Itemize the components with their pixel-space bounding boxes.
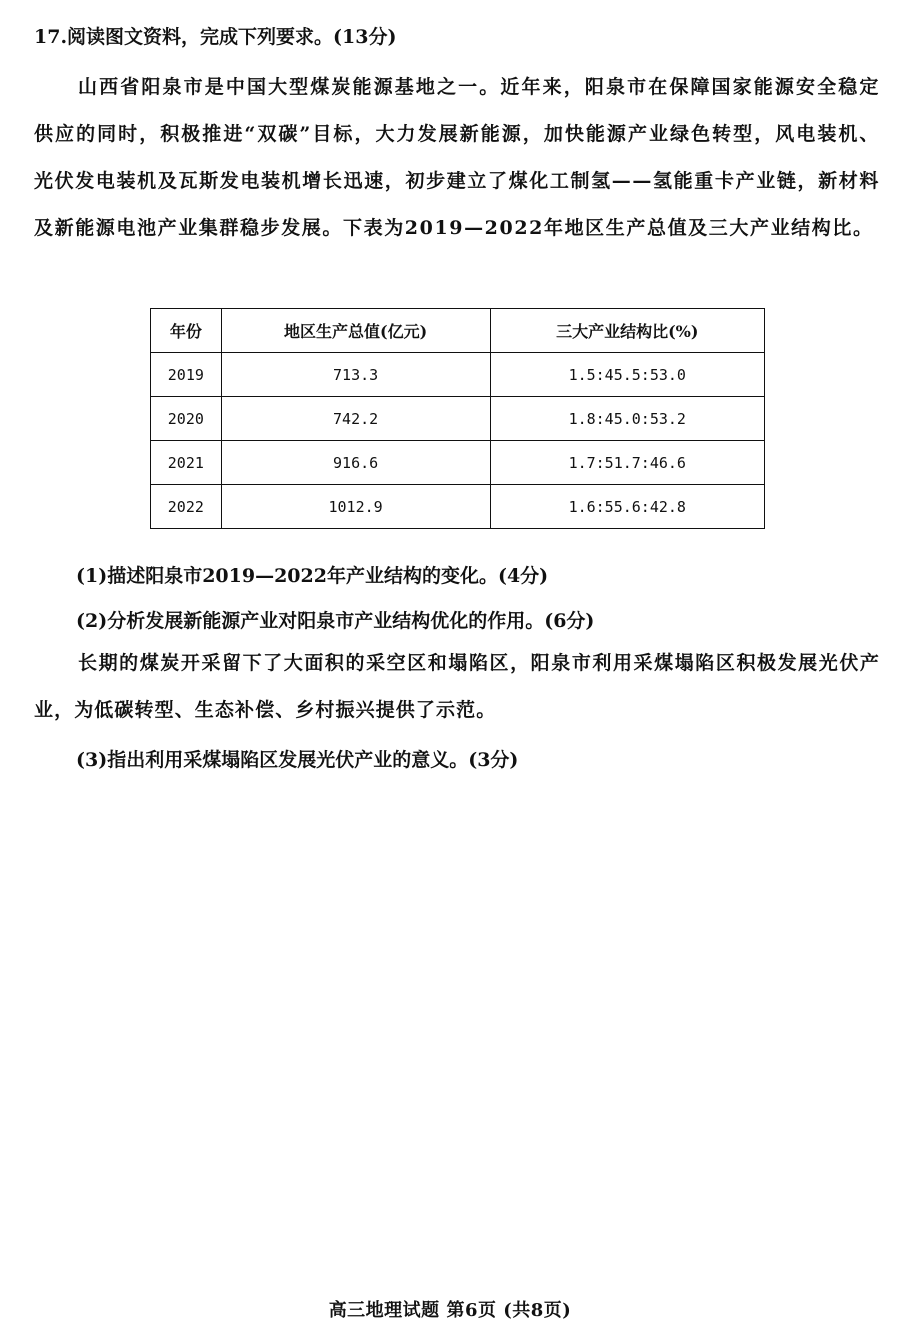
cell-ratio: 1.6:55.6:42.8 [490, 485, 764, 529]
cell-ratio: 1.8:45.0:53.2 [490, 397, 764, 441]
table-row [151, 485, 765, 529]
table-row [151, 441, 765, 485]
cell-gdp: 1012.9 [221, 485, 490, 529]
passage-intro: 山西省阳泉市是中国大型煤炭能源基地之一。近年来，阳泉市在保障国家能源安全稳定供应的同时，积极推进“双碳”目标，大力发展新能源，加快能源产业绿色转型，风电装机、光伏发电装机及瓦斯发电装机增长迅速，初步建立了煤化工制氢——氢能重卡产业链，新材料及新能源电池产业集群稳步发展。下表为2019—2022年地区生产总值及三大产业结构比。 [34, 76, 880, 239]
cell-year: 2020 [151, 397, 222, 441]
question-heading: 17.阅读图文资料，完成下列要求。(13分) [34, 26, 397, 48]
sub-question-3: (3)指出利用采煤塌陷区发展光伏产业的意义。(3分) [76, 749, 519, 771]
cell-year: 2022 [151, 485, 222, 529]
cell-ratio: 1.7:51.7:46.6 [490, 441, 764, 485]
table-header-row [151, 309, 765, 353]
cell-gdp: 916.6 [221, 441, 490, 485]
table-row [151, 397, 765, 441]
header-gdp: 地区生产总值(亿元) [221, 309, 490, 353]
passage-subsidence: 长期的煤炭开采留下了大面积的采空区和塌陷区，阳泉市利用采煤塌陷区积极发展光伏产业，为低碳转型、生态补偿、乡村振兴提供了示范。 [34, 652, 880, 721]
cell-gdp: 742.2 [221, 397, 490, 441]
cell-year: 2019 [151, 353, 222, 397]
cell-year: 2021 [151, 441, 222, 485]
cell-gdp: 713.3 [221, 353, 490, 397]
cell-ratio: 1.5:45.5:53.0 [490, 353, 764, 397]
sub-question-1: (1)描述阳泉市2019—2022年产业结构的变化。(4分) [76, 565, 549, 587]
header-ratio: 三大产业结构比(%) [490, 309, 764, 353]
sub-question-2: (2)分析发展新能源产业对阳泉市产业结构优化的作用。(6分) [76, 610, 595, 632]
header-year: 年份 [151, 309, 222, 353]
gdp-structure-table [150, 308, 765, 529]
table-row [151, 353, 765, 397]
page-footer: 高三地理试题 第6页 (共8页) [328, 1300, 572, 1321]
